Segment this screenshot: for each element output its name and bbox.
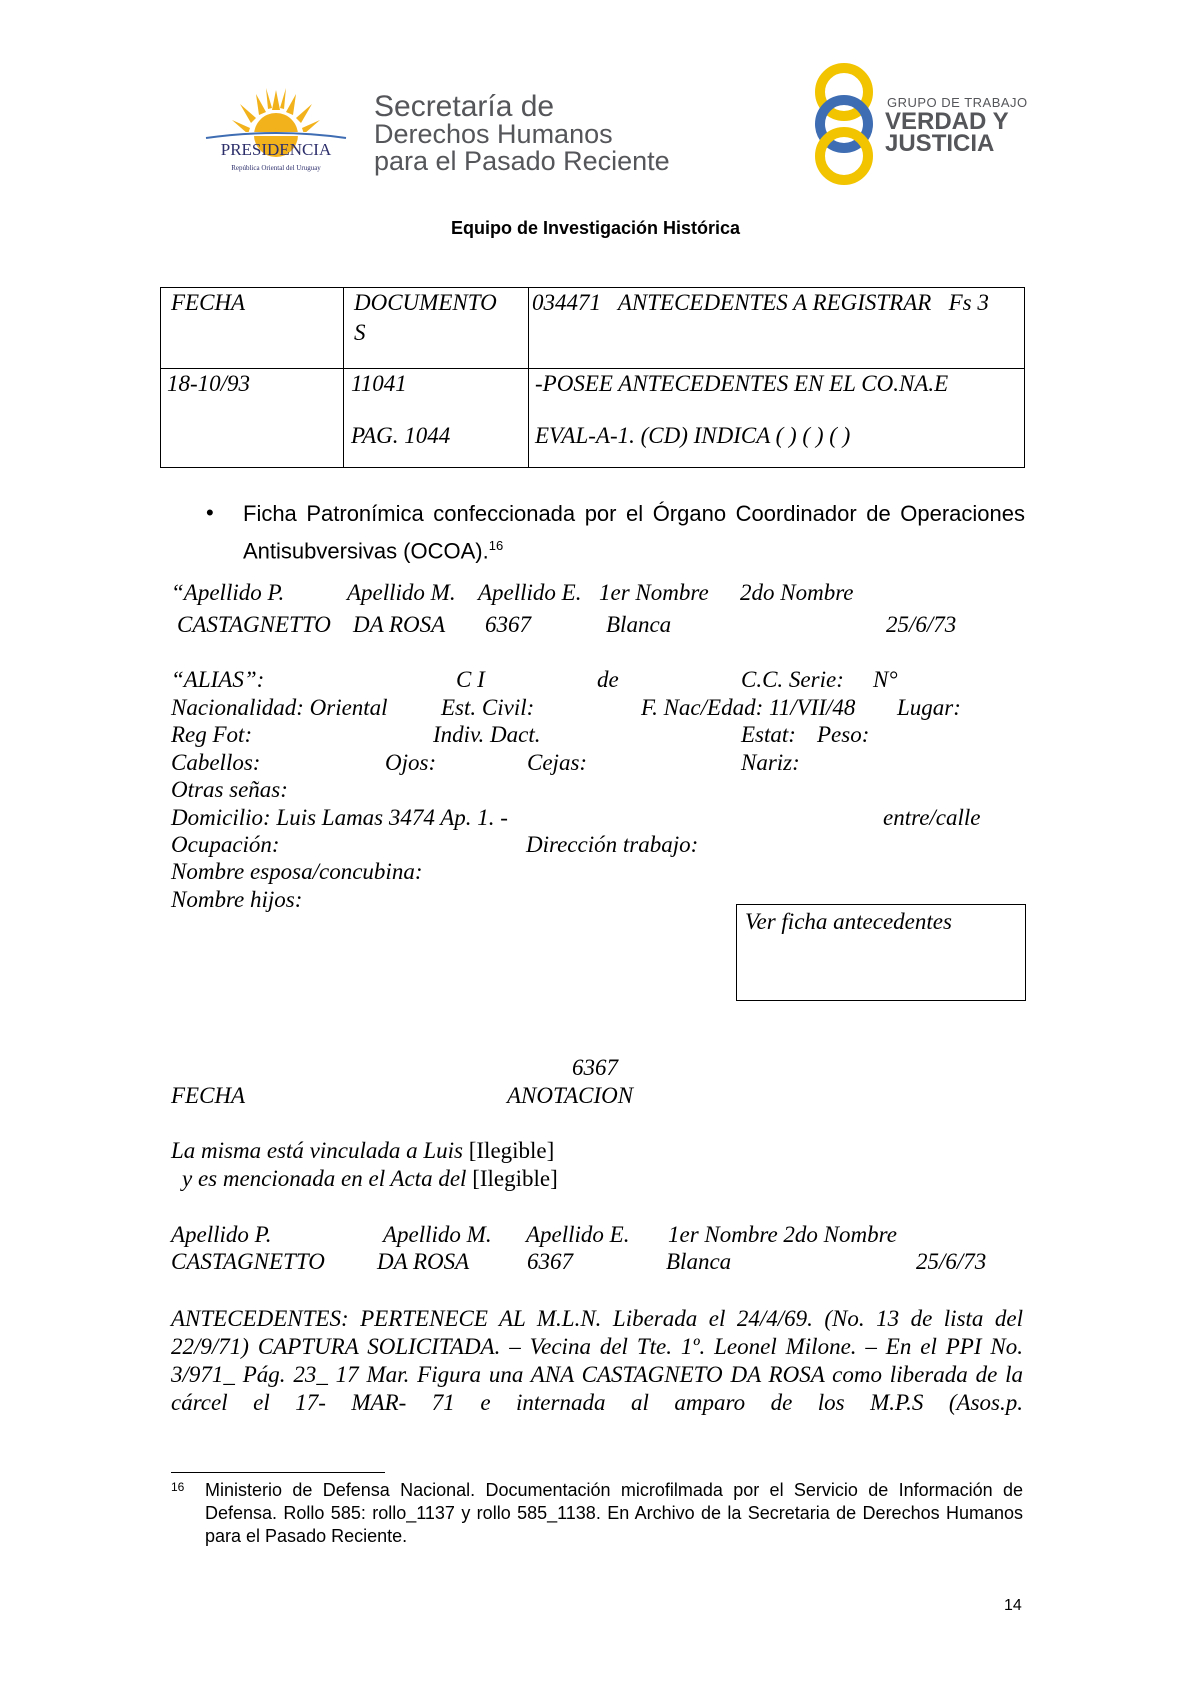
ficha-ojos: Ojos: — [385, 750, 437, 775]
secretaria-title-line2: Derechos Humanos — [374, 119, 613, 149]
ficha-hijos: Nombre hijos: — [171, 887, 303, 912]
header-description: 034471 ANTECEDENTES A REGISTRAR Fs 3 — [532, 290, 989, 315]
ficha-otras-senas: Otras señas: — [171, 777, 288, 802]
ficha-ocupacion: Ocupación: — [171, 832, 280, 857]
footnote-number: 16 — [171, 1480, 185, 1494]
ficha-v-apellido-m: DA ROSA — [353, 612, 446, 637]
team-heading: Equipo de Investigación Histórica — [450, 218, 741, 238]
anotacion-line1 — [171, 1138, 554, 1164]
ficha-cabellos: Cabellos: — [171, 750, 261, 775]
ficha-cc-serie: C.C. Serie: — [741, 667, 844, 692]
gtvj-title-line2: VERDAD Y — [885, 108, 1009, 135]
table-row — [161, 369, 1025, 468]
gtvj-title-line3: JUSTICIA — [885, 130, 995, 157]
anotacion-line2-text: y es mencionada en el Acta del — [182, 1166, 467, 1191]
ficha-esposa: Nombre esposa/concubina: — [171, 859, 423, 884]
row-doc-number: 11041 — [351, 371, 407, 396]
ficha2-v-apellido-m: DA ROSA — [377, 1249, 470, 1274]
document-table — [160, 287, 1025, 468]
footnote-ref: 16 — [488, 538, 504, 553]
ficha-numero: N° — [873, 667, 898, 692]
bullet-paragraph — [243, 498, 1025, 567]
ficha-nacionalidad: Nacionalidad: Oriental — [171, 695, 388, 720]
secretaria-title-line3: para el Pasado Reciente — [374, 146, 670, 176]
ficha-est-civil: Est. Civil: — [441, 695, 535, 720]
ficha-h-1er-nombre: 1er Nombre — [599, 580, 709, 605]
anotacion-line1-text: La misma está vinculada a Luis — [171, 1138, 463, 1163]
ficha-indiv-dact: Indiv. Dact. — [433, 722, 541, 747]
ficha-direccion-trabajo: Dirección trabajo: — [526, 832, 699, 857]
table-cell — [529, 288, 1025, 369]
presidencia-sun-logo — [196, 80, 356, 180]
bullet-marker: • — [206, 500, 214, 525]
anotacion-label: ANOTACION — [507, 1083, 634, 1108]
ficha-h-apellido-e: Apellido E. — [478, 580, 582, 605]
table-cell — [161, 369, 344, 468]
ficha-peso: Peso: — [817, 722, 870, 747]
ficha2-v-apellido-e: 6367 — [527, 1249, 573, 1274]
ficha-nariz: Nariz: — [741, 750, 800, 775]
ficha-domicilio: Domicilio: Luis Lamas 3474 Ap. 1. - — [171, 805, 508, 830]
table-cell — [344, 369, 529, 468]
ficha-v-apellido-p: CASTAGNETTO — [177, 612, 331, 637]
gtvj-title-line1: GRUPO DE TRABAJO — [887, 95, 1028, 110]
ficha-h-2do-nombre: 2do Nombre — [740, 580, 854, 605]
header-documentos-1: DOCUMENTO — [354, 290, 497, 315]
ficha-reg-fot: Reg Fot: — [171, 722, 253, 747]
ficha2-h-apellido-m: Apellido M. — [383, 1222, 492, 1247]
header-fecha: FECHA — [171, 290, 246, 315]
ficha-v-fecha: 25/6/73 — [886, 612, 957, 637]
ver-ficha-label: Ver ficha antecedentes — [745, 909, 952, 934]
ficha-v-nombre: Blanca — [606, 612, 672, 637]
page-number: 14 — [1004, 1597, 1022, 1614]
ver-ficha-box — [736, 904, 1026, 1001]
row-fecha: 18-10/93 — [167, 371, 251, 396]
secretaria-title-line1: Secretaría de — [374, 90, 555, 123]
ficha2-h-apellido-p: Apellido P. — [171, 1222, 272, 1247]
footnote-text: Ministerio de Defensa Nacional. Documentación microfilmada por el Servicio de Información de Defensa. Rollo 585: rollo_1137 y rollo 585_1138. En Archivo de la Secretaria de Derechos Humanos para el Pasado Reciente. — [205, 1480, 1023, 1546]
table-cell — [161, 288, 344, 369]
antecedentes-paragraph: ANTECEDENTES: PERTENECE AL M.L.N. Liberada el 24/4/69. (No. 13 de lista del 22/9/71) CAPTURA SOLICITADA. – Vecina del Tte. 1º. Leonel Milone. – En el PPI No. 3/971_ Pág. 23_ 17 Mar. Figura una ANA CASTAGNETO DA ROSA como liberada de la cárcel el 17- MAR- 71 e internada al amparo de los M.P.S (Asos.p. — [171, 1306, 1023, 1415]
illegible-mark: [Ilegible] — [468, 1138, 555, 1163]
presidencia-name: PRESIDENCIA — [220, 140, 332, 159]
anotacion-numero: 6367 — [572, 1055, 618, 1080]
ficha-ci: C I — [456, 667, 485, 692]
bullet-text: Ficha Patronímica confeccionada por el Órgano Coordinador de Operaciones Antisubversivas (OCOA). — [243, 501, 1025, 564]
ficha-cejas: Cejas: — [527, 750, 588, 775]
row-desc-line2: EVAL-A-1. (CD) INDICA ( ) ( ) ( ) — [535, 423, 851, 448]
ficha-entre-calle: entre/calle — [883, 805, 981, 830]
ficha2-v-fecha: 25/6/73 — [916, 1249, 987, 1274]
anotacion-line2 — [182, 1166, 558, 1192]
ficha-estat: Estat: — [741, 722, 796, 747]
illegible-mark: [Ilegible] — [472, 1166, 558, 1191]
ficha-lugar: Lugar: — [897, 695, 961, 720]
table-cell — [529, 369, 1025, 468]
ficha-h-apellido-m: Apellido M. — [347, 580, 456, 605]
table-header-row — [161, 288, 1025, 369]
ficha-alias: “ALIAS”: — [171, 667, 265, 692]
row-desc-line1: -POSEE ANTECEDENTES EN EL CO.NA.E — [535, 371, 949, 396]
footnote-divider — [171, 1472, 385, 1473]
ficha-v-apellido-e: 6367 — [485, 612, 531, 637]
ficha-f-nac: F. Nac/Edad: 11/VII/48 — [641, 695, 856, 720]
row-doc-page: PAG. 1044 — [351, 423, 451, 448]
ficha2-h-apellido-e: Apellido E. — [526, 1222, 630, 1247]
anotacion-fecha-label: FECHA — [171, 1083, 246, 1108]
ficha2-v-nombre: Blanca — [666, 1249, 732, 1274]
ficha2-h-nombres: 1er Nombre 2do Nombre — [668, 1222, 897, 1247]
ficha-de: de — [597, 667, 619, 692]
ficha2-v-apellido-p: CASTAGNETTO — [171, 1249, 325, 1274]
ficha-h-apellido-p: “Apellido P. — [171, 580, 285, 605]
presidencia-subtitle: República Oriental del Uruguay — [231, 164, 321, 172]
table-cell — [344, 288, 529, 369]
header-documentos-2: S — [354, 320, 366, 345]
